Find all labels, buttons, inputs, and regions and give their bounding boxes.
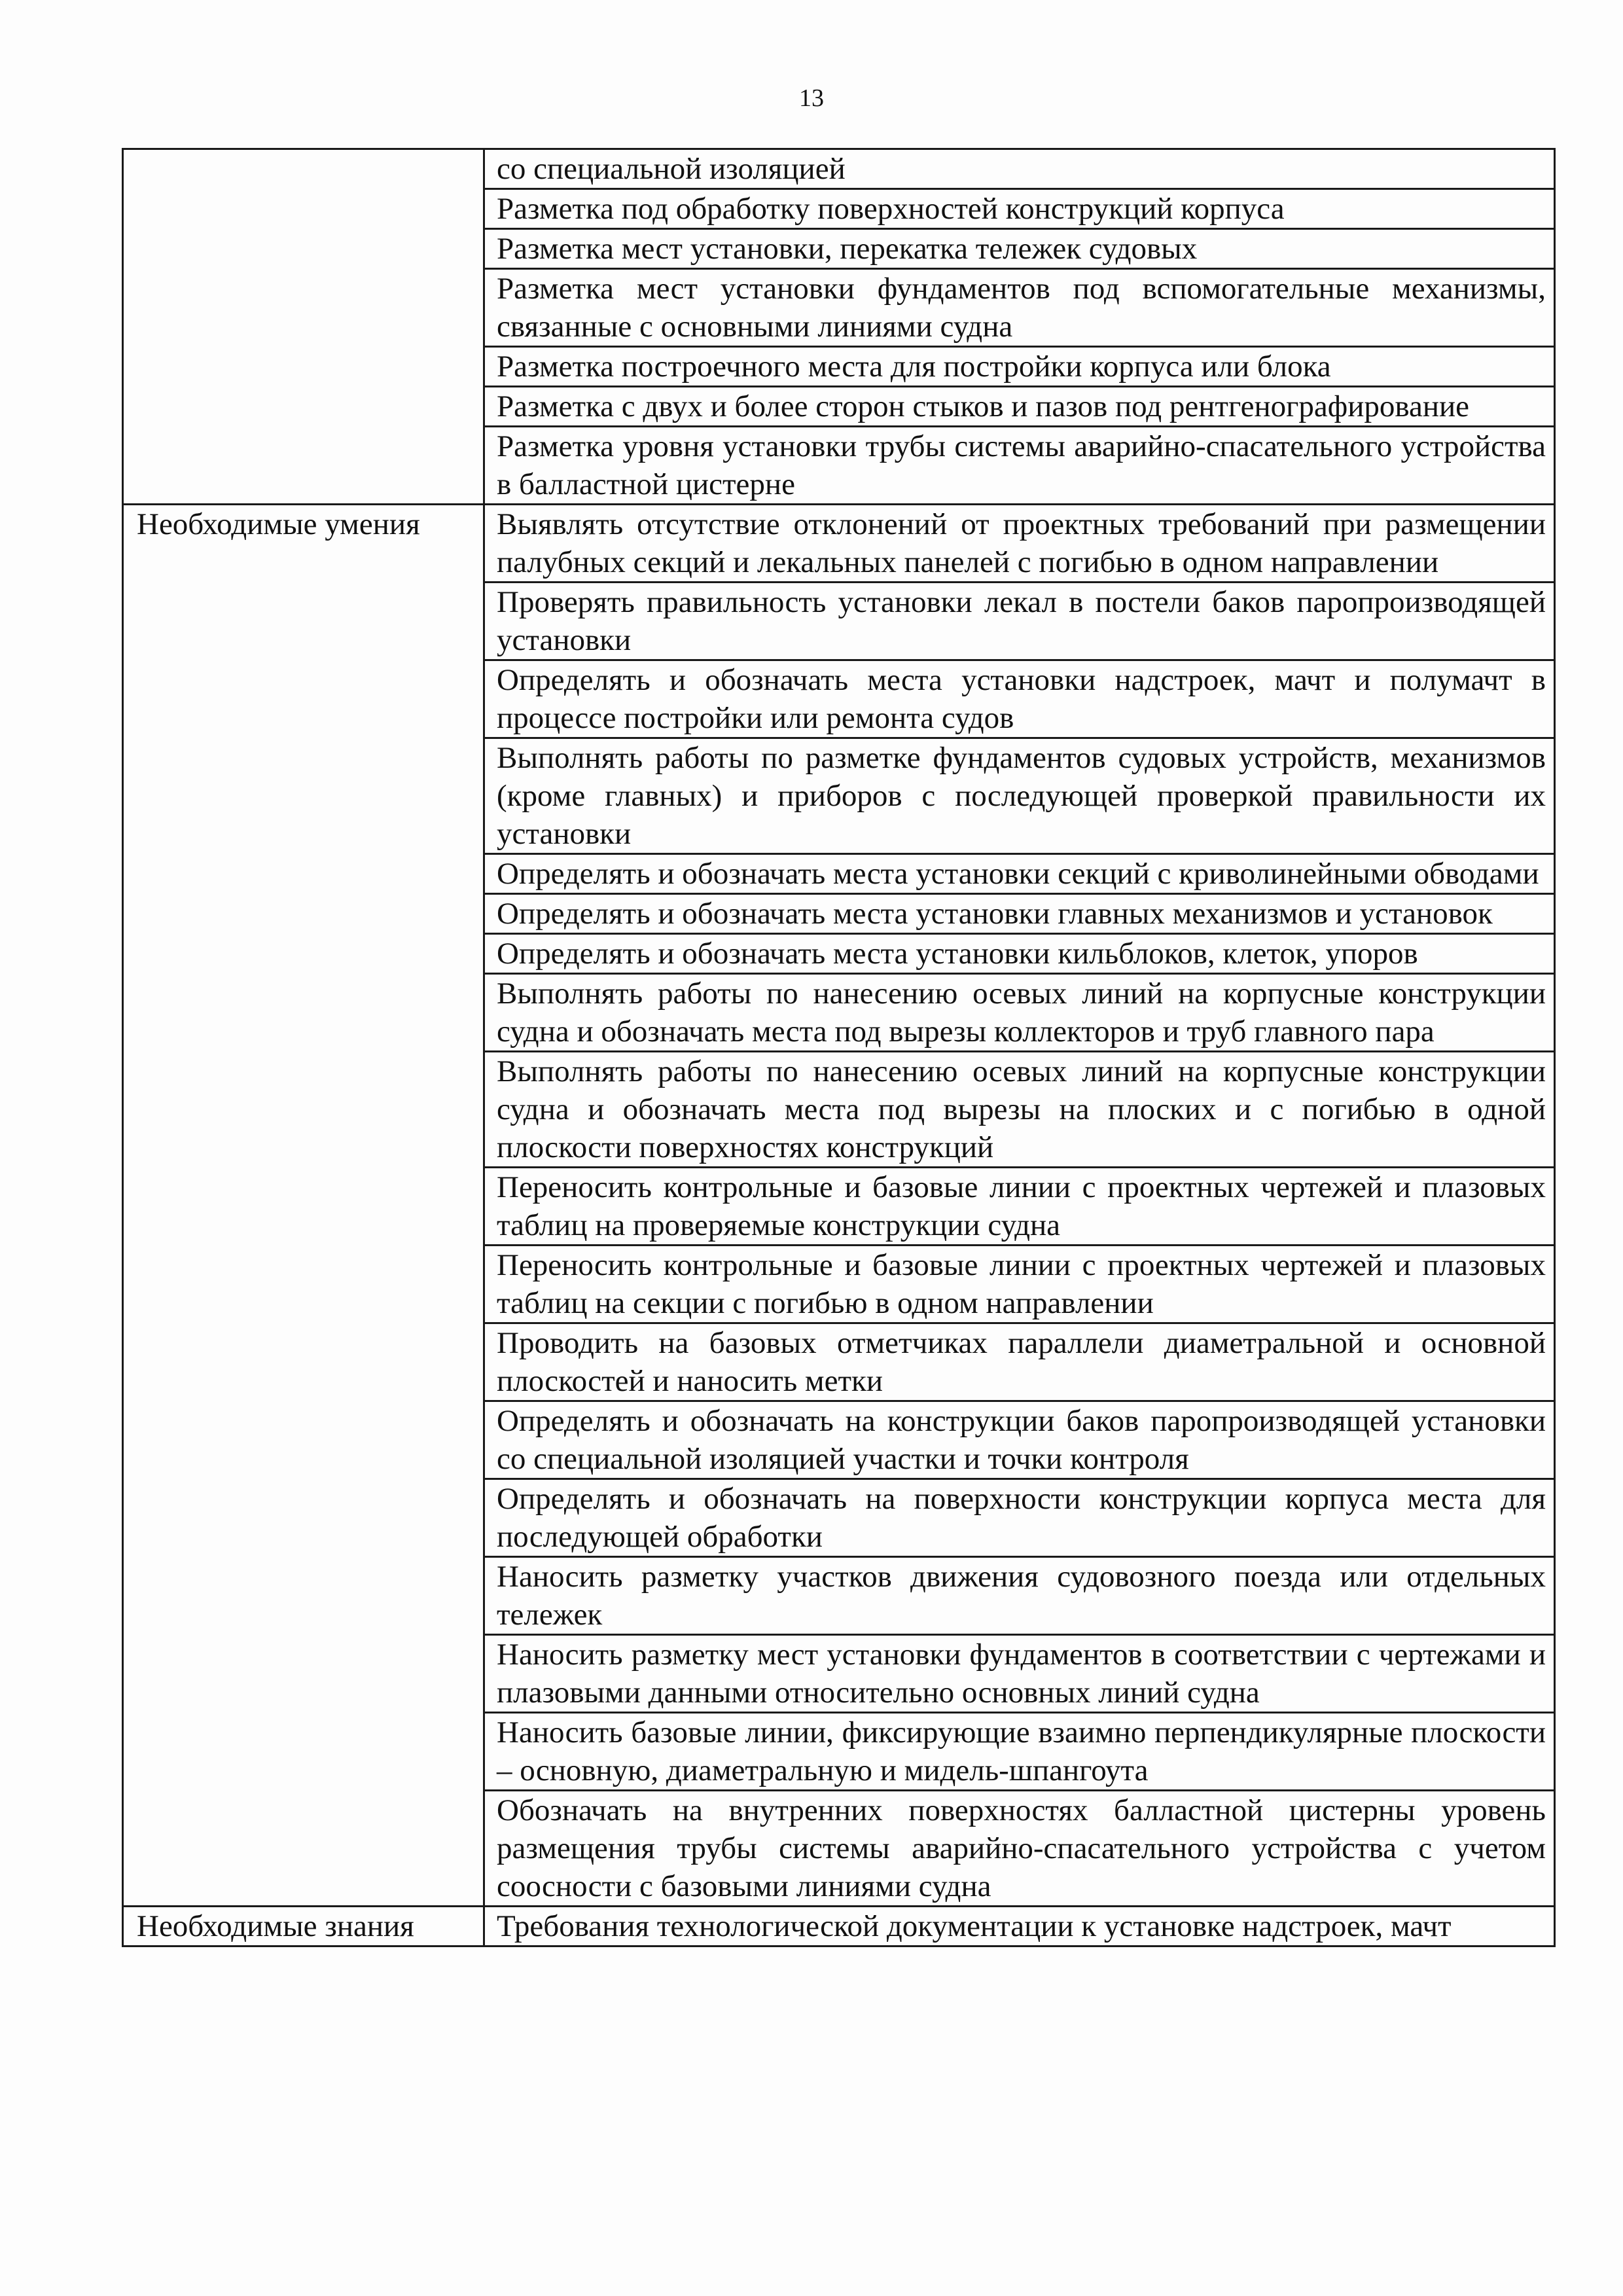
requirement-cell: со специальной изоляцией: [484, 149, 1555, 189]
requirement-cell: Определять и обозначать на поверхности конструкции корпуса места для последующей обработки: [484, 1479, 1555, 1557]
requirement-cell: Определять и обозначать на конструкции баков паропроизводящей установки со специальной изоляцией участки и точки контроля: [484, 1401, 1555, 1479]
requirement-cell: Переносить контрольные и базовые линии с проектных чертежей и плазовых таблиц на проверяемые конструкции судна: [484, 1168, 1555, 1246]
requirement-cell: Разметка мест установки фундаментов под вспомогательные механизмы, связанные с основными линиями судна: [484, 269, 1555, 347]
requirement-cell: Определять и обозначать места установки главных механизмов и установок: [484, 894, 1555, 934]
table-body: [123, 149, 1555, 1946]
requirement-cell: Наносить базовые линии, фиксирующие взаимно перпендикулярные плоскости – основную, диаметральную и мидель-шпангоута: [484, 1713, 1555, 1791]
requirement-cell: Требования технологической документации к установке надстроек, мачт: [484, 1907, 1555, 1946]
requirement-cell: Проверять правильность установки лекал в постели баков паропроизводящей установки: [484, 583, 1555, 660]
requirement-cell: Определять и обозначать места установки секций с криволинейными обводами: [484, 854, 1555, 894]
requirement-cell: Проводить на базовых отметчиках параллели диаметральной и основной плоскостей и наносить метки: [484, 1323, 1555, 1401]
requirement-cell: Определять и обозначать места установки надстроек, мачт и полумачт в процессе постройки или ремонта судов: [484, 660, 1555, 738]
requirement-cell: Выполнять работы по нанесению осевых линий на корпусные конструкции судна и обозначать места под вырезы коллекторов и труб главного пара: [484, 974, 1555, 1052]
requirement-cell: Наносить разметку мест установки фундаментов в соответствии с чертежами и плазовыми данными относительно основных линий судна: [484, 1635, 1555, 1713]
section-label: Необходимые знания: [123, 1907, 484, 1946]
page-number: 13: [799, 84, 824, 112]
requirement-cell: Обозначать на внутренних поверхностях балластной цистерны уровень размещения трубы системы аварийно-спасательного устройства с учетом соосности с базовыми линиями судна: [484, 1791, 1555, 1907]
requirement-cell: Выполнять работы по разметке фундаментов судовых устройств, механизмов (кроме главных) и приборов с последующей проверкой правильности их установки: [484, 738, 1555, 854]
section-label: [123, 149, 484, 505]
competency-table: [122, 148, 1556, 1947]
requirement-cell: Разметка под обработку поверхностей конструкций корпуса: [484, 189, 1555, 229]
requirement-cell: Определять и обозначать места установки кильблоков, клеток, упоров: [484, 934, 1555, 974]
requirement-cell: Разметка с двух и более сторон стыков и пазов под рентгенографирование: [484, 387, 1555, 427]
requirement-cell: Разметка уровня установки трубы системы аварийно-спасательного устройства в балластной цистерне: [484, 427, 1555, 505]
table-row: [123, 505, 1555, 583]
requirement-cell: Выполнять работы по нанесению осевых линий на корпусные конструкции судна и обозначать места под вырезы на плоских и с погибью в одной плоскости поверхностях конструкций: [484, 1052, 1555, 1168]
table-row: [123, 1907, 1555, 1946]
requirement-cell: Наносить разметку участков движения судовозного поезда или отдельных тележек: [484, 1557, 1555, 1635]
requirement-cell: Выявлять отсутствие отклонений от проектных требований при размещении палубных секций и лекальных панелей с погибью в одном направлении: [484, 505, 1555, 583]
requirement-cell: Разметка построечного места для постройки корпуса или блока: [484, 347, 1555, 387]
table-row: [123, 149, 1555, 189]
requirement-cell: Разметка мест установки, перекатка тележек судовых: [484, 229, 1555, 269]
requirement-cell: Переносить контрольные и базовые линии с проектных чертежей и плазовых таблиц на секции с погибью в одном направлении: [484, 1246, 1555, 1323]
section-label: Необходимые умения: [123, 505, 484, 1907]
